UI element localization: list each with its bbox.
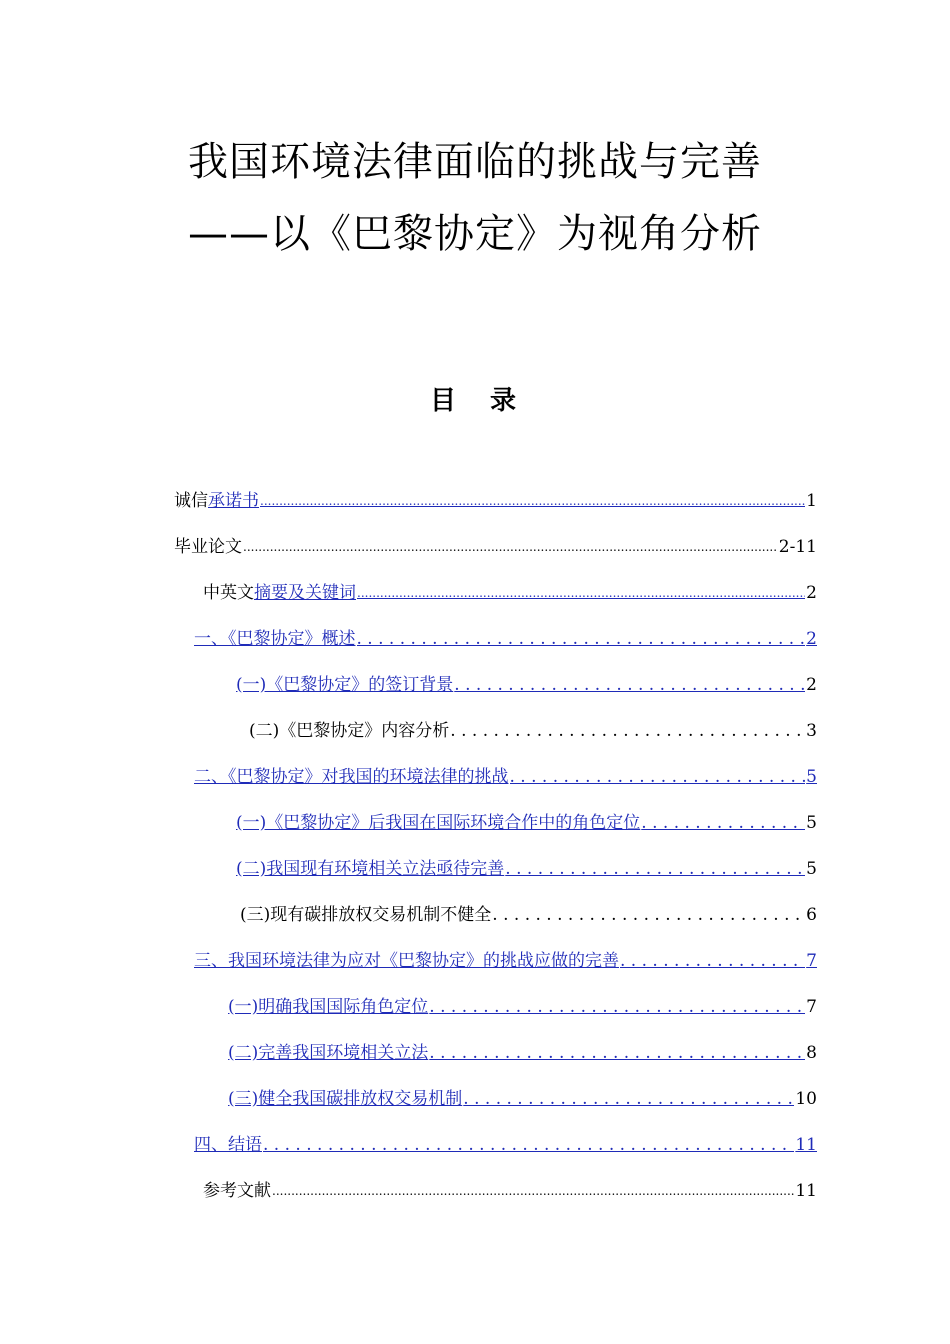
toc-leader <box>429 1042 805 1064</box>
toc-page-number: 2-11 <box>778 537 817 557</box>
toc-entry-prefix: 中英文 <box>203 583 254 603</box>
toc-leader <box>463 1088 794 1110</box>
toc-entry-section-2-2[interactable] <box>236 856 817 880</box>
toc-entry-prefix: 参考文献 <box>203 1181 271 1201</box>
toc-entry-section-3-3[interactable] <box>228 1086 817 1110</box>
toc-entry-section-1-1[interactable] <box>236 672 817 696</box>
toc-entry-pledge[interactable] <box>174 488 817 512</box>
toc-entry-section-3-2[interactable] <box>228 1040 817 1064</box>
toc-entry-link[interactable]: (二)完善我国环境相关立法 <box>228 1043 429 1063</box>
toc-leader <box>429 996 805 1018</box>
toc-entry-link[interactable]: (三)健全我国碳排放权交易机制 <box>228 1089 463 1109</box>
toc-leader <box>620 950 805 972</box>
toc-entry-thesis[interactable] <box>174 534 817 558</box>
title-line-2: ——以《巴黎协定》为视角分析 <box>188 211 762 257</box>
toc-page-number: 5 <box>806 813 817 833</box>
toc-entry-prefix: (二)《巴黎协定》内容分析 <box>249 721 450 741</box>
toc-entry-link[interactable]: 一、《巴黎协定》概述 <box>194 629 356 649</box>
toc-page-number: 2 <box>806 583 817 603</box>
toc-entry-section-4[interactable] <box>194 1132 817 1156</box>
toc-leader <box>263 1134 794 1156</box>
toc-entry-link[interactable]: 承诺书 <box>208 491 259 511</box>
toc-entry-link[interactable]: (一)《巴黎协定》的签订背景 <box>236 675 454 695</box>
toc-page-number: 7 <box>806 951 817 971</box>
toc-entry-link[interactable]: (一)明确我国国际角色定位 <box>228 997 429 1017</box>
toc-entry-section-2-1[interactable] <box>236 810 817 834</box>
toc-entry-references[interactable] <box>203 1178 817 1202</box>
toc-page-number: 2 <box>806 629 817 649</box>
toc-page-number: 6 <box>806 905 817 925</box>
toc-page-number: 10 <box>795 1089 817 1109</box>
toc-entry-link[interactable]: (一)《巴黎协定》后我国在国际环境合作中的角色定位 <box>236 813 641 833</box>
toc-leader <box>492 904 805 926</box>
toc-page-number: 1 <box>806 491 817 511</box>
toc-entry-prefix: 诚信 <box>174 491 208 511</box>
toc-leader <box>510 766 806 788</box>
toc-page-number: 8 <box>806 1043 817 1063</box>
toc-leader <box>260 489 805 512</box>
toc-entry-link[interactable]: 三、我国环境法律为应对《巴黎协定》的挑战应做的完善 <box>194 951 619 971</box>
toc-page-number: 3 <box>806 721 817 741</box>
toc-leader <box>357 628 806 650</box>
toc-page-number: 2 <box>806 675 817 695</box>
toc-entry-abstract[interactable] <box>203 580 817 604</box>
toc-entry-section-1[interactable] <box>194 626 817 650</box>
toc-leader <box>243 535 778 558</box>
toc-entry-section-1-2[interactable] <box>249 718 817 742</box>
toc-entry-link[interactable]: 摘要及关键词 <box>254 583 356 603</box>
toc-page-number: 5 <box>806 859 817 879</box>
toc-leader <box>505 858 805 880</box>
toc-entry-link[interactable]: 二、《巴黎协定》对我国的环境法律的挑战 <box>194 767 509 787</box>
toc-leader <box>454 674 805 696</box>
toc-page-number: 11 <box>795 1135 817 1155</box>
toc-leader <box>357 581 805 604</box>
toc-entry-prefix: 毕业论文 <box>174 537 242 557</box>
title-line-1: 我国环境法律面临的挑战与完善 <box>188 139 762 185</box>
toc-page-number: 11 <box>795 1181 817 1201</box>
toc-entry-section-2[interactable] <box>194 764 817 788</box>
toc-leader <box>641 812 805 834</box>
toc-leader <box>450 720 805 742</box>
toc-leader <box>272 1179 794 1202</box>
toc-entry-section-3-1[interactable] <box>228 994 817 1018</box>
toc-entry-section-2-3[interactable] <box>240 902 817 926</box>
toc-entry-prefix: (三)现有碳排放权交易机制不健全 <box>240 905 492 925</box>
toc-entry-link[interactable]: (二)我国现有环境相关立法亟待完善 <box>236 859 505 879</box>
toc-page-number: 5 <box>806 767 817 787</box>
toc-entry-link[interactable]: 四、结语 <box>194 1135 262 1155</box>
toc-heading: 目 录 <box>429 386 520 416</box>
toc-page-number: 7 <box>806 997 817 1017</box>
toc-entry-section-3[interactable] <box>194 948 817 972</box>
